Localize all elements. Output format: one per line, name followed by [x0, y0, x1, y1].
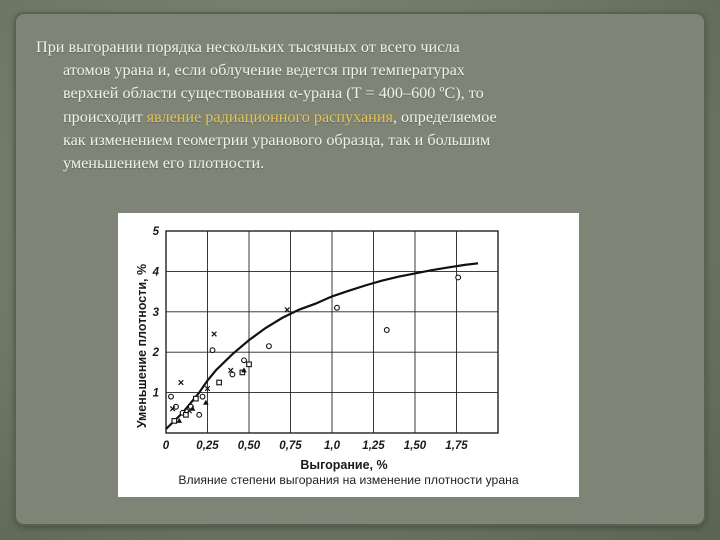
data-point-cross [179, 380, 184, 385]
x-tick-label: 1,75 [445, 440, 468, 452]
chart-figure [118, 213, 579, 497]
data-point-circle [200, 394, 205, 399]
y-tick-label: 2 [152, 347, 159, 360]
figure-caption: Влияние степени выгорания на изменение плотности урана [178, 473, 519, 487]
data-point-circle [267, 344, 272, 349]
data-point-circle [210, 348, 215, 353]
data-point-circle [242, 358, 247, 363]
y-axis-label: Уменьшение плотности, % [135, 263, 149, 429]
paragraph-line-1: При выгорании порядка нескольких тысячных от всего числа [36, 38, 460, 56]
line4-after: , определяемое [392, 107, 497, 126]
data-point-square [172, 419, 177, 424]
y-tick-label: 5 [152, 226, 159, 238]
data-point-circle [197, 412, 202, 417]
x-tick-label: 0,50 [237, 440, 261, 452]
x-tick-label: 1,50 [403, 440, 427, 452]
paragraph-line-5: как изменением геометрии уранового образца, так и большим [63, 130, 491, 149]
x-tick-label: 1,0 [324, 440, 340, 452]
data-point-square [247, 362, 252, 367]
line4-before: происходит [63, 107, 147, 126]
x-tick-label: 1,25 [362, 440, 385, 452]
highlight-term: явление радиационного распухания [146, 107, 393, 126]
x-tick-label: 0,25 [196, 440, 219, 452]
burnup-density-chart [118, 213, 579, 473]
x-tick-label: 0 [162, 440, 170, 452]
data-point-cross [212, 332, 217, 337]
data-point-square [194, 396, 199, 401]
data-point-circle [335, 305, 340, 310]
paragraph-line-2: атомов урана и, если облучение ведется при температурах [63, 61, 465, 80]
body-paragraph [36, 36, 696, 175]
data-point-circle [169, 394, 174, 399]
trend-curve [166, 263, 478, 429]
x-tick-label: 0,75 [279, 440, 302, 452]
data-point-circle [384, 328, 389, 333]
data-point-circle [456, 275, 461, 280]
x-axis-label: Выгорание, % [300, 458, 388, 472]
paragraph-line-4 [36, 106, 696, 129]
y-tick-label: 3 [152, 306, 159, 319]
paragraph-line-6: уменьшением его плотности. [63, 154, 265, 173]
y-tick-label: 4 [152, 266, 159, 279]
paragraph-line-3: верхней области существования α-урана (Т = 400–600 ºС), то [63, 84, 484, 103]
data-point-square [217, 380, 222, 385]
y-tick-label: 1 [152, 387, 159, 400]
